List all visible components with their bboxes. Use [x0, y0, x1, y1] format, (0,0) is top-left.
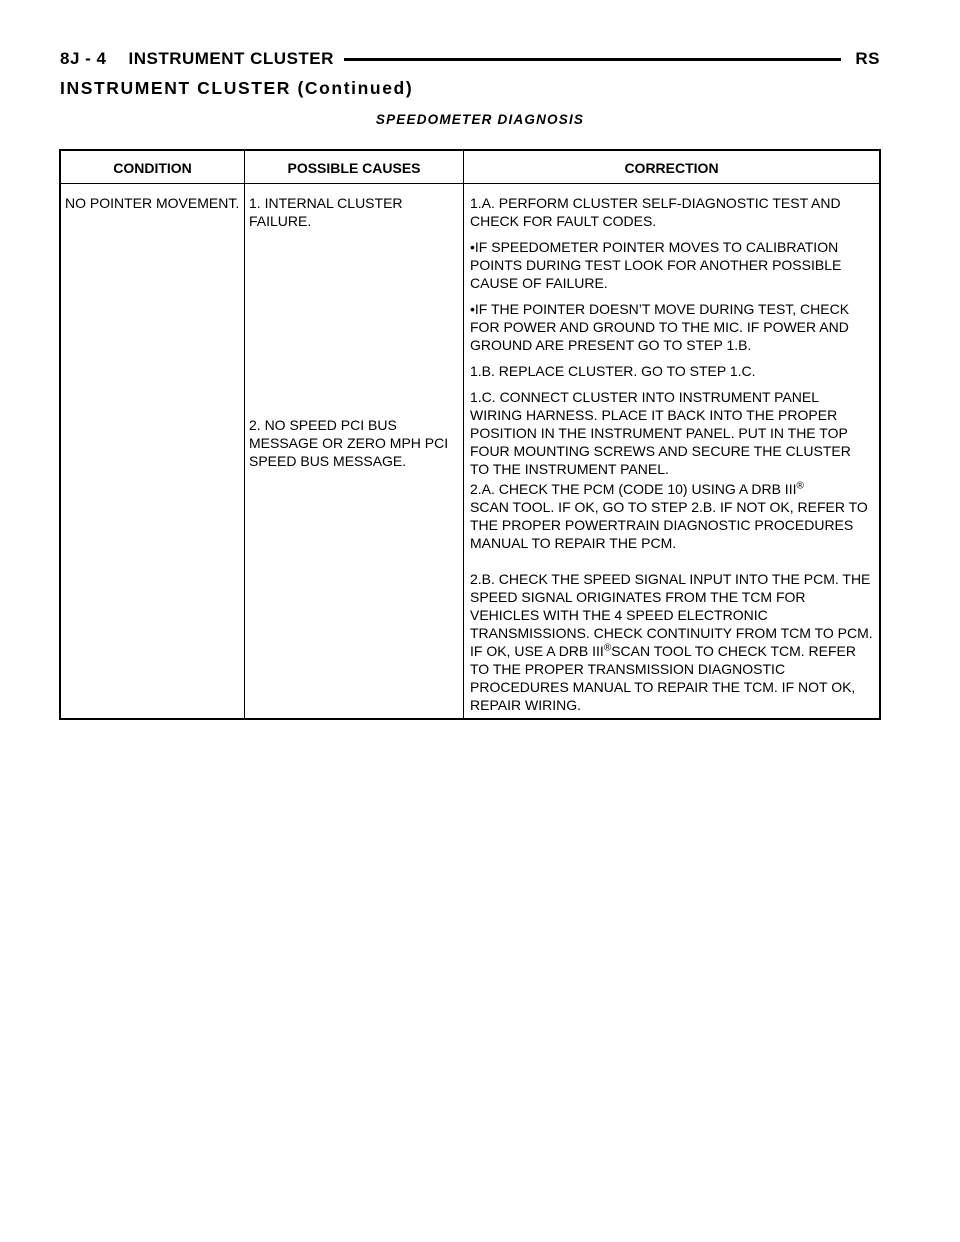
- correction-1a: 1.A. PERFORM CLUSTER SELF-DIAGNOSTIC TEST AND CHECK FOR FAULT CODES.: [470, 195, 841, 229]
- correction-1c: 1.C. CONNECT CLUSTER INTO INSTRUMENT PANEL WIRING HARNESS. PLACE IT BACK INTO THE PROPER POSITION IN THE INSTRUMENT PANEL. PUT IN THE TOP FOUR MOUNTING SCREWS AND SECURE THE CLUSTER TO THE INSTRUMENT PANEL.: [470, 389, 851, 477]
- causes-cell: [245, 184, 464, 720]
- header-rule: [344, 58, 841, 61]
- cause-1-text: 1. INTERNAL CLUSTER FAILURE.: [249, 195, 403, 229]
- header-model-code: RS: [855, 49, 880, 68]
- section-title: INSTRUMENT CLUSTER (Continued): [60, 78, 414, 98]
- correction-list: [464, 184, 879, 718]
- header-correction: CORRECTION: [464, 150, 881, 184]
- table-row: [60, 184, 880, 720]
- cause-2-text: 2. NO SPEED PCI BUS MESSAGE OR ZERO MPH PCI SPEED BUS MESSAGE.: [249, 417, 449, 469]
- correction-2a: 2.A. CHECK THE PCM (CODE 10) USING A DRB III® SCAN TOOL. IF OK, GO TO STEP 2.B. IF NOT OK, REFER TO THE PROPER POWERTRAIN DIAGNOSTIC PROCEDURES MANUAL TO REPAIR THE PCM.: [470, 480, 868, 551]
- correction-1b: 1.B. REPLACE CLUSTER. GO TO STEP 1.C.: [470, 363, 756, 379]
- diagnosis-table: [59, 149, 881, 720]
- registered-mark: ®: [796, 480, 804, 492]
- registered-mark: ®: [603, 642, 612, 654]
- correction-1a-bullet-2: •IF THE POINTER DOESN’T MOVE DURING TEST, CHECK FOR POWER AND GROUND TO THE MIC. IF POWER AND GROUND ARE PRESENT GO TO STEP 1.B.: [470, 301, 850, 353]
- row-padding: [470, 714, 873, 718]
- header-possible-causes: POSSIBLE CAUSES: [245, 150, 464, 184]
- header-section-title: INSTRUMENT CLUSTER: [128, 49, 334, 68]
- condition-text: NO POINTER MOVEMENT.: [65, 195, 240, 211]
- correction-2b: 2.B. CHECK THE SPEED SIGNAL INPUT INTO THE PCM. THE SPEED SIGNAL ORIGINATES FROM THE TCM FOR VEHICLES WITH THE 4 SPEED ELECTRONIC TRANSMISSIONS. CHECK CONTINUITY FROM TCM TO PCM. IF OK, USE A DRB III®SCAN TOOL TO CHECK TCM. REFER TO THE PROPER TRANSMISSION DIAGNOSTIC PROCEDURES MANUAL TO REPAIR THE TCM. IF NOT OK, REPAIR WIRING.: [470, 571, 873, 713]
- bullet-icon: •: [470, 301, 475, 317]
- table-title: SPEEDOMETER DIAGNOSIS: [375, 112, 585, 127]
- correction-cell: [464, 184, 881, 720]
- condition-cell: [60, 184, 245, 720]
- table-header-row: [60, 150, 880, 184]
- page-number: 8J - 4: [60, 49, 107, 68]
- correction-1a-bullet-1: •IF SPEEDOMETER POINTER MOVES TO CALIBRATION POINTS DURING TEST LOOK FOR ANOTHER POSSIBLE CAUSE OF FAILURE.: [470, 239, 842, 291]
- header-condition: CONDITION: [60, 150, 245, 184]
- bullet-icon: •: [470, 239, 475, 255]
- cause-spacer: [245, 230, 463, 416]
- page-header: [60, 46, 880, 72]
